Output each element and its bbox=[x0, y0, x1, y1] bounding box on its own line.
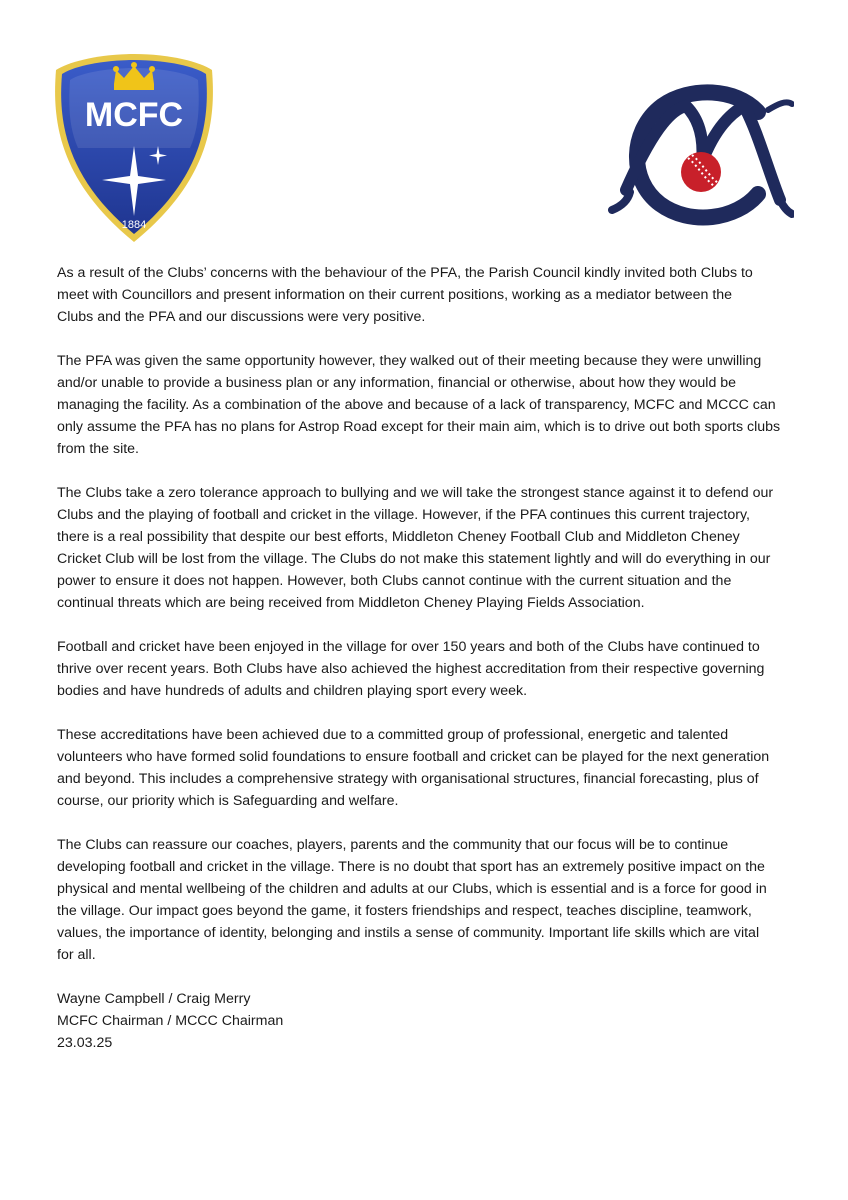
mccc-club-monogram bbox=[608, 70, 794, 235]
crest-founded-year: 1884 bbox=[121, 219, 147, 231]
body-paragraph: Football and cricket have been enjoyed in the village for over 150 years and both of the Clubs have continued to thrive over recent years. Both Clubs have also achieved the highest accreditation from their respective governing bodies and have hundreds of adults and children playing sport every week. bbox=[57, 639, 765, 699]
letter-body bbox=[57, 262, 797, 1054]
letter-date: 23.03.25 bbox=[57, 1035, 113, 1051]
mcfc-club-crest bbox=[50, 50, 218, 246]
body-paragraph: The Clubs take a zero tolerance approach to bullying and we will take the strongest stance against it to defend our Clubs and the playing of football and cricket in the village. However, if the PFA continues this current trajectory, there is a real possibility that despite our best efforts, Middleton Cheney Football Club and Middleton Cheney Cricket Club will be lost from the village. The Clubs do not make this statement lightly and will do everything in our power to ensure it does not happen. However, both Clubs cannot continue with the current situation and the continual threats which are being received from Middleton Cheney Playing Fields Association. bbox=[57, 485, 774, 611]
body-paragraph: These accreditations have been achieved due to a committed group of professional, energetic and talented volunteers who have formed solid foundations to ensure football and cricket can be played for the next generation and beyond. This includes a comprehensive strategy with organisational structures, financial forecasting, plus of course, our priority which is Safeguarding and welfare. bbox=[57, 727, 770, 809]
body-paragraph: The PFA was given the same opportunity however, they walked out of their meeting because they were unwilling and/or unable to provide a business plan or any information, financial or otherwise, about how they would be managing the facility. As a combination of the above and because of a lack of transparency, MCFC and MCCC can only assume the PFA has no plans for Astrop Road except for their main aim, which is to drive out both sports clubs from the site. bbox=[57, 353, 781, 457]
signatory-titles: MCFC Chairman / MCCC Chairman bbox=[57, 1013, 284, 1029]
signatory-names: Wayne Campbell / Craig Merry bbox=[57, 991, 251, 1007]
body-paragraph: The Clubs can reassure our coaches, players, parents and the community that our focus will be to continue developing football and cricket in the village. There is no doubt that sport has an extremely positive impact on the physical and mental wellbeing of the children and adults at our Clubs, which is essential and is a force for good in the village. Our impact goes beyond the game, it fosters friendships and respect, teaches discipline, teamwork, values, the importance of identity, belonging and instils a sense of community. Important life skills which are vital for all. bbox=[57, 837, 767, 963]
body-paragraph: As a result of the Clubs’ concerns with the behaviour of the PFA, the Parish Council kindly invited both Clubs to meet with Councillors and present information on their current positions, working as a mediator between the Clubs and the PFA and our discussions were very positive. bbox=[57, 265, 753, 325]
crest-club-initials: MCFC bbox=[84, 96, 184, 134]
mcfc-crest-graphic bbox=[50, 50, 218, 246]
cricket-ball-icon bbox=[681, 152, 721, 192]
mccc-monogram-graphic bbox=[608, 70, 794, 235]
signature-block bbox=[57, 988, 797, 1054]
